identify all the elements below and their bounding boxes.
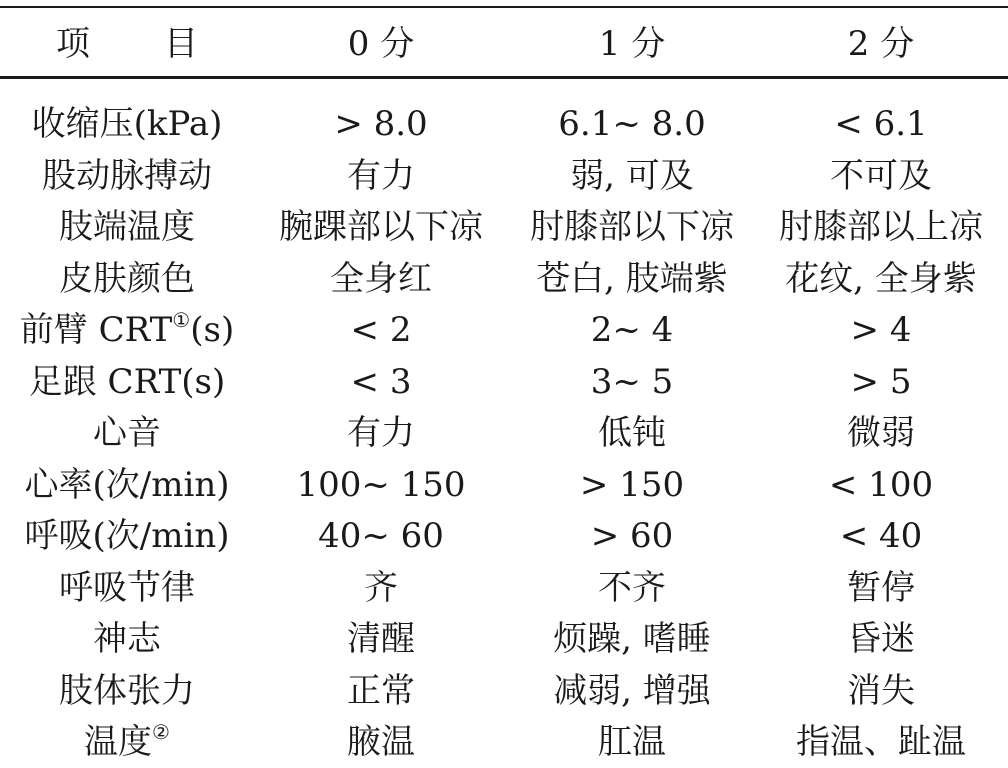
score-2-cell: 昏迷 (847, 619, 915, 659)
row-label-text: 神志 (93, 619, 161, 659)
score-1-cell: 减弱, 增强 (553, 670, 711, 711)
score-0-cell: 有力 (347, 155, 415, 196)
row-label (4, 407, 250, 459)
row-label-text: 心音 (93, 413, 161, 453)
score-2-cell: 微弱 (847, 413, 915, 453)
row-label-text: 呼吸(次/min) (24, 516, 230, 556)
row-label-text: 温度 (84, 722, 153, 762)
row-label-text: 前臂 CRT (19, 310, 173, 350)
score-0-cell: 全身红 (330, 258, 432, 299)
header-item (4, 18, 250, 70)
row-label (4, 201, 250, 253)
row-label-unit: (s) (190, 310, 235, 350)
table-row (0, 356, 1008, 408)
score-1-cell: 烦躁, 嗜睡 (553, 619, 711, 659)
table-row (0, 407, 1008, 459)
table-row (0, 613, 1008, 665)
score-1-cell: 2~ 4 (590, 310, 674, 350)
row-label (4, 562, 250, 614)
score-0-cell: 齐 (364, 567, 398, 608)
row-label (4, 304, 250, 356)
score-1-cell: > 60 (590, 516, 674, 556)
table-row (0, 150, 1008, 202)
score-0-cell: 有力 (347, 413, 415, 453)
score-1-cell: 3~ 5 (590, 361, 674, 402)
score-2-cell: 指温、趾温 (796, 722, 966, 762)
footnote-mark: ② (152, 720, 170, 744)
header-score-0: 0 分 (347, 24, 415, 64)
header-score-2: 2 分 (847, 24, 915, 64)
table-row (0, 253, 1008, 305)
score-0-cell: 腕踝部以下凉 (279, 207, 483, 247)
row-label-text: 呼吸节律 (59, 567, 195, 608)
row-label-text: 心率(次/min) (24, 464, 230, 505)
row-label-text: 皮肤颜色 (59, 258, 195, 299)
row-label (4, 716, 250, 768)
score-2-cell: > 4 (850, 310, 912, 350)
row-label (4, 98, 250, 150)
row-label-text: 肢端温度 (59, 207, 195, 247)
row-label-text: 肢体张力 (59, 670, 195, 711)
table-row (0, 716, 1008, 768)
table-row (0, 304, 1008, 356)
header-item-char-a: 项 (56, 24, 90, 64)
score-0-cell: < 3 (350, 361, 412, 402)
score-1-cell: 不齐 (598, 567, 666, 608)
footnote-mark: ① (172, 308, 191, 332)
score-1-cell: 苍白, 肢端紫 (536, 258, 728, 299)
header-rule (0, 76, 1008, 79)
score-0-cell: 100~ 150 (296, 464, 466, 505)
score-0-cell: 40~ 60 (318, 516, 444, 556)
score-1-cell: 肘膝部以下凉 (530, 207, 734, 247)
score-0-cell: < 2 (350, 310, 412, 350)
score-0-cell: 正常 (347, 670, 415, 711)
score-2-cell: < 40 (839, 516, 923, 556)
score-1-cell: 弱, 可及 (570, 155, 694, 196)
score-0-cell: 腋温 (347, 722, 415, 762)
score-1-cell: 低钝 (598, 413, 666, 453)
table-row (0, 201, 1008, 253)
table-row (0, 459, 1008, 511)
row-label (4, 510, 250, 562)
score-2-cell: < 100 (828, 464, 934, 505)
row-label-text: 足跟 CRT(s) (28, 361, 226, 402)
score-2-cell: < 6.1 (834, 104, 928, 144)
score-1-cell: 6.1~ 8.0 (558, 104, 706, 144)
row-label (4, 150, 250, 202)
table-header (0, 18, 1008, 70)
row-label-text: 收缩压(kPa) (31, 104, 223, 144)
score-0-cell: 清醒 (347, 619, 415, 659)
score-2-cell: 消失 (847, 670, 915, 711)
row-label (4, 613, 250, 665)
row-label (4, 253, 250, 305)
table-row (0, 665, 1008, 717)
row-label (4, 459, 250, 511)
score-2-cell: > 5 (850, 361, 912, 402)
table-top-rule (0, 6, 1008, 8)
row-label-text: 股动脉搏动 (42, 155, 212, 196)
header-score-1: 1 分 (598, 24, 666, 64)
score-2-cell: 花纹, 全身紫 (785, 258, 977, 299)
row-label (4, 356, 250, 408)
score-1-cell: 肛温 (598, 722, 666, 762)
table-row (0, 562, 1008, 614)
row-label (4, 665, 250, 717)
score-2-cell: 暂停 (847, 567, 915, 608)
table-row (0, 510, 1008, 562)
score-0-cell: > 8.0 (334, 104, 428, 144)
table-row (0, 98, 1008, 150)
score-1-cell: > 150 (579, 464, 685, 505)
score-2-cell: 不可及 (830, 155, 932, 196)
header-item-char-b: 目 (164, 24, 198, 64)
score-2-cell: 肘膝部以上凉 (779, 207, 983, 247)
